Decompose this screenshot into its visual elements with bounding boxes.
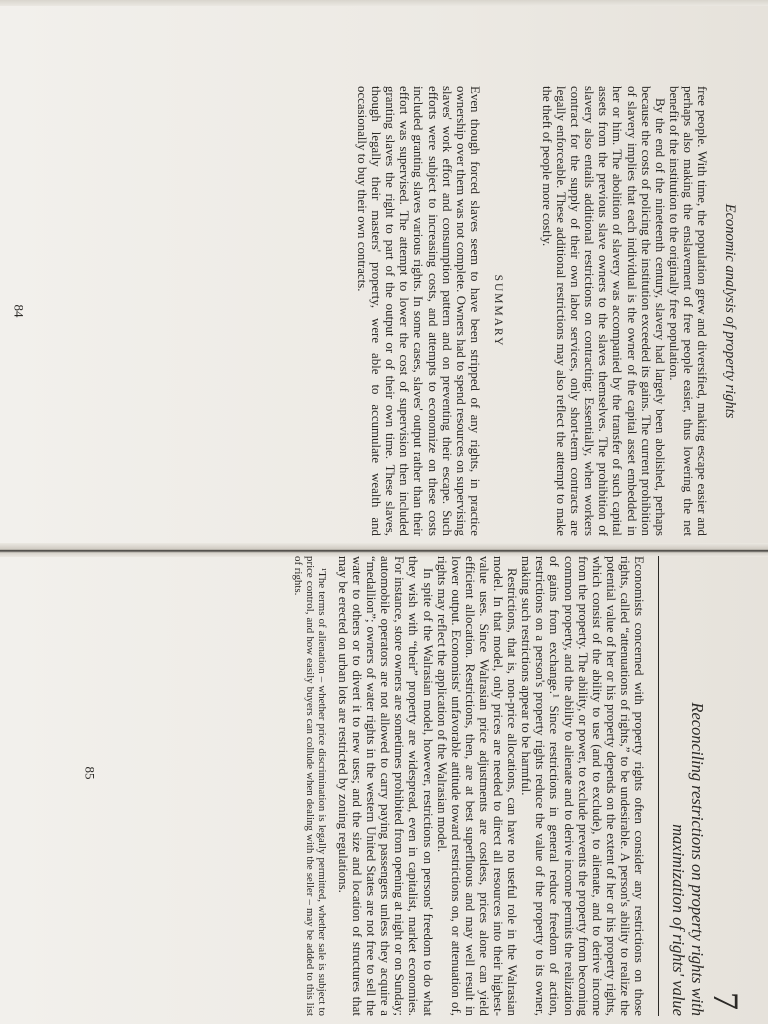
page-edge-shadow: [0, 0, 768, 6]
running-header: Economic analysis of property rights: [722, 203, 738, 419]
chapter-title-line-1: Reconciling restrictions on property rights with: [688, 702, 707, 1016]
summary-paragraph: Even though forced slaves seem to have been stripped of any rights, in practice ownership over them was not complete. Owners had to spend resources on supervising slaves' work effort and consumption pattern and on preventing their escape. Such efforts were subject to increasing costs, and attempts to economize on these costs included granting slaves various rights. In some cases, slaves' output rather than their effort was supervised. The attempt to lower the cost of supervision then included granting slaves the right to part of the output or of their own time. These slaves, though legally their masters' property, were able to accumulate wealth and occasionally to buy their own contracts.: [355, 86, 482, 536]
page-number-85: 85: [82, 766, 98, 780]
paragraph-free-people: free people. With time, the population grew and diversified, making escape easier and perhaps also making the enslavement of free people easier, thus lowering the net benefit of the institution to the originally free population.: [666, 86, 709, 536]
chapter-title-line-2: maximization of rights' value: [669, 824, 688, 1016]
paragraph-attenuation: Economists concerned with property rights often consider any restrictions on those rights, called “attenuations of rights,” to be undesirable. A person's ability to realize the potential value of her or his property depends on the extent of her or his property rights, which consist of the ability to use (and to exclude), to alienate, and to derive income from the property. The ability, or power, to exclude prevents the property from becoming common property, and the ability to alienate and to derive income permits the realization of gains from exchange.¹ Since restrictions in general reduce freedom of action, restrictions on a person's property rights reduce the value of the property to its owner, making such restrictions appear to be harmful.: [519, 556, 646, 1016]
paragraph-restrictions-examples: In spite of the Walrasian model, however, restrictions on persons' freedom to do what they wish with “their” property are widespread, even in capitalist, market economies. For instance, store owners are sometimes prohibited from opening at night or on Sunday; automobile operators are not allowed to carry paying passengers unless they acquire a “medallion”; owners of water rights in the western United States are not free to sell the water to others or to divert it to new uses; and the size and location of structures that may be erected on urban lots are restricted by zoning regulations.: [336, 556, 435, 1016]
page-85: [245, 556, 745, 1016]
summary-heading: SUMMARY: [491, 274, 504, 348]
footnote: ¹The terms of alienation – whether price discrimination is legally permitted, whether sale is subject to price control, and how easily buyers can collude when dealing with the seller – may be added to this list of rights.: [291, 556, 328, 1016]
book-gutter-fold: [0, 543, 768, 557]
page-number-84: 84: [11, 304, 27, 318]
chapter-title: [658, 556, 707, 1016]
paragraph-abolition: By the end of the nineteenth century, slavery had largely been abolished, perhaps because the costs of policing the institution exceeded its gains. The current prohibition of slavery implies that each individual is the owner of the capital asset embedded in her or him. The abolition of slavery was accompanied by the transfer of such capital assets from the previous slave owners to the slaves themselves. The prohibition of slavery also entails additional restrictions on contracting: Essentially, when workers contract for the supply of their own labor services, only short-term contracts are legally enforceable. These additional restrictions may also reflect the attempt to make the theft of people more costly.: [539, 86, 667, 536]
chapter-number: 7: [706, 992, 746, 1010]
page-84: [268, 86, 738, 536]
paragraph-walrasian: Restrictions, that is, non-price allocations, can have no useful role in the Walrasian model. In that model, only prices are needed to direct all resources into their highest-value uses. Since Walrasian price adjustments are costless, prices alone can yield efficient allocation. Restrictions, then, are at best superfluous and may well result in lower output. Economists' unfavorable attitude toward restrictions on, or attenuation of, rights may reflect the application of the Walrasian model.: [434, 556, 520, 1016]
